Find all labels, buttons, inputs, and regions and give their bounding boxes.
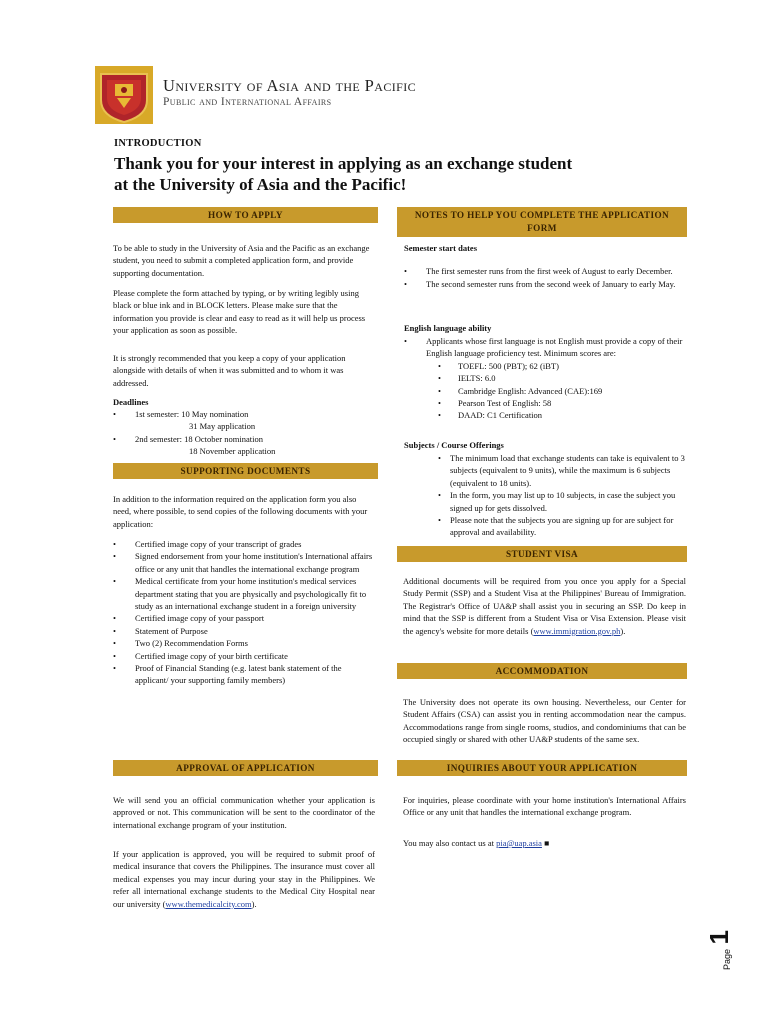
list-item: • Pearson Test of English: 58 [404,397,684,409]
list-item: • Applicants whose first language is not English must provide a copy of their English language proficiency test. Minimum scores are: [404,335,684,360]
supporting-docs-intro: In addition to the information required on the application form you also need, where possible, to send copies of the following documents with your application: [113,494,368,529]
list-item: • Medical certificate from your home institution's medical services department stating that you are physically and psychologically fit to study as an international exchange student in a foreign university [113,575,375,612]
list-item: • Certified image copy of your passport [113,612,375,624]
notes-heading [397,207,687,237]
how-to-apply-p2: Please complete the form attached by typing, or by writing legibly using black or blue ink and in BLOCK letters. Please make sure that the information you provide is clear and easy to read as it will help us process your application as soon as possible. [113,288,366,336]
accommodation-heading: ACCOMMODATION [397,663,687,679]
list-item: • DAAD: C1 Certification [404,409,684,421]
page-title-line2: at the University of Asia and the Pacific! [114,175,407,194]
deadline-1 [113,408,375,458]
page-title-line1: Thank you for your interest in applying as an exchange student [114,154,573,173]
list-item: • The first semester runs from the first week of August to early December. [404,265,684,277]
subjects-list [404,452,686,539]
supporting-docs-heading: SUPPORTING DOCUMENTS [113,463,378,479]
list-item: • In the form, you may list up to 10 subjects, in case the subject you signed up for gets dissolved. [404,489,686,514]
page-label: Page [722,948,732,970]
english-label: English language ability [404,323,492,333]
list-item: • Signed endorsement from your home institution's International affairs office or any unit that handles the international exchange program [113,550,375,575]
inquiries-heading: INQUIRIES ABOUT YOUR APPLICATION [397,760,687,776]
list-item: • IELTS: 6.0 [404,372,684,384]
how-to-apply-p3: It is strongly recommended that you keep a copy of your application alongside with details of when it was submitted and to whom it was addressed. [113,353,346,388]
department-name: Public and International Affairs [163,96,332,108]
list-item: • The minimum load that exchange students can take is equivalent to 3 subjects (equivalent to 9 units), while the maximum is 6 subjects (equivalent to 18 units). [404,452,686,489]
notes-heading-line2: FORM [527,223,557,233]
english-list [404,335,684,422]
list-item: • Two (2) Recommendation Forms [113,637,375,649]
list-item: • The second semester runs from the second week of January to early May. [404,278,684,290]
semester-list [404,265,684,291]
inquiries-p2 [403,837,686,849]
list-item: • Certified image copy of your transcript of grades [113,538,375,550]
email-link[interactable]: pia@uap.asia [496,838,542,848]
approval-p2-body: If your application is approved, you will be required to submit proof of medical insurance that covers the Philippines. The insurance must cover all medical expenses you may incur during your stay in the Philippines. We refer all international exchange students to the Medical City Hospital near our university ( [113,849,375,909]
university-name: University of Asia and the Pacific [163,76,416,95]
list-item: • TOEFL: 500 (PBT); 62 (iBT) [404,360,684,372]
student-visa-heading: STUDENT VISA [397,546,687,562]
subjects-label: Subjects / Course Offerings [404,440,504,450]
how-to-apply-heading: HOW TO APPLY [113,207,378,223]
supporting-docs-list [113,538,375,687]
deadline-1-line1: 1st semester: 10 May nomination [135,409,249,419]
inquiries-p1: For inquiries, please coordinate with your home institution's International Affairs Office or any unit that handles the international exchange program. [403,795,686,818]
intro-label: INTRODUCTION [114,138,202,149]
list-item: • Cambridge English: Advanced (CAE):169 [404,385,684,397]
deadlines-label: Deadlines [113,397,149,407]
approval-p2 [113,848,375,910]
list-item: • Statement of Purpose [113,625,375,637]
list-item: • Proof of Financial Standing (e.g. latest bank statement of the applicant/ your supporting family members) [113,662,375,687]
semester-label: Semester start dates [404,243,478,253]
page-num: 1 [704,930,734,945]
medical-city-link[interactable]: www.themedicalcity.com [165,898,252,909]
approval-p1: We will send you an official communication whether your application is approved or not. This communication will be sent to the coordinator of the international exchange program of your institution. [113,795,375,830]
university-crest [95,66,153,124]
notes-heading-line1: NOTES TO HELP YOU COMPLETE THE APPLICATION [414,210,670,220]
student-visa-text [403,575,686,637]
how-to-apply-p1: To be able to study in the University of Asia and the Pacific as an exchange student, you need to submit a completed application form, and provide supporting documentation. [113,243,370,278]
inquiries-p2-pre: You may also contact us at [403,838,497,848]
deadline-1-line2: 31 May application [189,421,256,432]
student-visa-end: ). [620,625,626,636]
student-visa-body: Additional documents will be required from you once you apply for a Special Study Permit (SSP) and a Student Visa at the Philippines' Bureau of Immigration. The Registrar's Office of UA&P shall assist you in securing an SSP. Do keep in mind that the SSP is different from a Student Visa or Visa Extension. Please visit the agency's website for more details ( [403,576,686,636]
list-item: • Please note that the subjects you are signing up for are subject for approval and availability. [404,514,686,539]
deadline-2-line2: 18 November application [189,446,276,457]
accommodation-text: The University does not operate its own housing. Nevertheless, our Center for Student Affairs (CSA) can assist you in renting accommodation near the campus. Accommodations range from single rooms, studios, and condominiums that can be occupied singly or shared with other UA&P students of the same sex. [403,697,686,745]
list-item: • Certified image copy of your birth certificate [113,650,375,662]
approval-heading: APPROVAL OF APPLICATION [113,760,378,776]
deadline-2-line1: 2nd semester: 18 October nomination [135,433,263,444]
immigration-link[interactable]: www.immigration.gov.ph [533,625,621,636]
page-number [706,910,766,970]
inquiries-p2-post: ■ [541,838,550,848]
approval-p2-end: ). [251,898,257,909]
